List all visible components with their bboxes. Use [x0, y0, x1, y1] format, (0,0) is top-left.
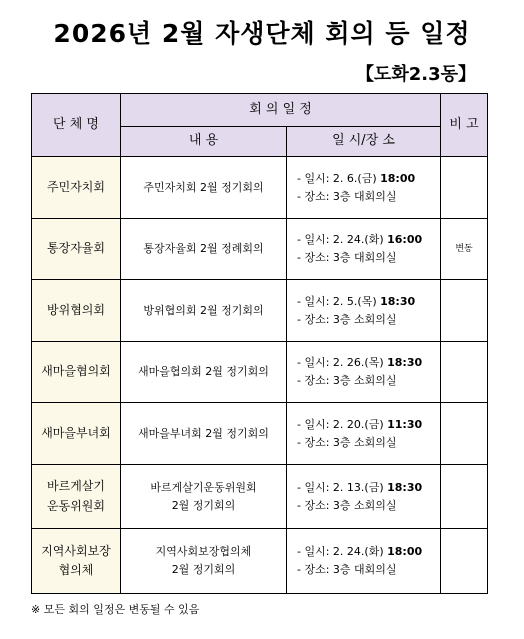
meeting-datetime	[287, 219, 441, 280]
table-row	[32, 465, 488, 529]
meeting-time: 18:30	[387, 356, 423, 370]
group-name: 주민자치회	[32, 157, 121, 219]
meeting-content: 새마을부녀회 2월 정기회의	[121, 403, 287, 465]
meeting-time: 18:30	[387, 480, 423, 494]
meeting-time: 18:00	[387, 545, 423, 559]
meeting-datetime	[287, 529, 441, 594]
meeting-place: - 장소: 3층 대회의실	[297, 189, 397, 203]
group-name-line: 운동위원회	[47, 498, 105, 513]
header-note: 비 고	[441, 94, 488, 157]
footnote: ※ 모든 회의 일정은 변동될 수 있음	[31, 603, 200, 616]
header-group: 단 체 명	[32, 94, 121, 157]
meeting-date: - 일시: 2. 26.(목)	[297, 356, 388, 370]
meeting-date: - 일시: 2. 24.(화)	[297, 233, 388, 247]
group-name-line: 지역사회보장	[41, 543, 111, 558]
meeting-date: - 일시: 2. 5.(목)	[297, 294, 381, 308]
group-name-line: 바르게살기	[47, 479, 105, 494]
group-name: 통장자율회	[32, 219, 121, 280]
table-row	[32, 342, 488, 403]
page-title: 2026년 2월 자생단체 회의 등 일정	[53, 19, 471, 48]
note-cell	[441, 280, 488, 342]
meeting-place: - 장소: 3층 대회의실	[297, 563, 397, 576]
group-name-line: 협의체	[58, 563, 94, 577]
meeting-time: 16:00	[387, 233, 423, 247]
meeting-place: - 장소: 3층 대회의실	[297, 251, 397, 264]
meeting-place: - 장소: 3층 소회의실	[297, 312, 397, 326]
meeting-content	[121, 529, 287, 594]
meeting-datetime	[287, 157, 441, 219]
meeting-datetime	[287, 342, 441, 403]
meeting-date: - 일시: 2. 20.(금)	[297, 417, 388, 431]
group-name	[32, 529, 121, 594]
note-cell: 변동	[441, 219, 488, 280]
note-cell	[441, 529, 488, 594]
meeting-content: 방위협의회 2월 정기회의	[121, 280, 287, 342]
header-row	[32, 94, 488, 127]
group-name: 새마을협의회	[32, 342, 121, 403]
table-row	[32, 219, 488, 280]
meeting-time: 11:30	[387, 417, 423, 431]
note-cell	[441, 342, 488, 403]
table-row	[32, 280, 488, 342]
header-content: 내 용	[121, 127, 287, 157]
note-cell	[441, 157, 488, 219]
meeting-datetime	[287, 280, 441, 342]
meeting-time: 18:30	[380, 294, 416, 308]
meeting-content-line: 2월 정기회의	[171, 498, 236, 512]
note-cell	[441, 403, 488, 465]
meeting-content	[121, 465, 287, 529]
table-row	[32, 403, 488, 465]
schedule-table	[31, 93, 488, 594]
table-row	[32, 529, 488, 594]
table-row	[32, 157, 488, 219]
meeting-content: 주민자치회 2월 정기회의	[121, 157, 287, 219]
meeting-date: - 일시: 2. 13.(금)	[297, 480, 388, 494]
meeting-date: - 일시: 2. 24.(화)	[297, 545, 388, 559]
meeting-content: 통장자율회 2월 정례회의	[121, 219, 287, 280]
group-name: 새마을부녀회	[32, 403, 121, 465]
meeting-place: - 장소: 3층 소회의실	[297, 498, 397, 512]
meeting-time: 18:00	[380, 171, 416, 185]
meeting-datetime	[287, 465, 441, 529]
group-name	[32, 465, 121, 529]
district-label: 【도화2.3동】	[355, 64, 476, 85]
meeting-place: - 장소: 3층 소회의실	[297, 374, 397, 387]
meeting-content-line: 지역사회보장협의체	[155, 545, 252, 559]
group-name: 방위협의회	[32, 280, 121, 342]
meeting-date: - 일시: 2. 6.(금)	[297, 171, 381, 185]
header-datetime: 일 시/장 소	[287, 127, 441, 157]
header-meeting: 회 의 일 정	[121, 94, 441, 127]
meeting-content-line: 2월 정기회의	[171, 563, 236, 576]
meeting-content-line: 바르게살기운동위원회	[150, 480, 257, 494]
meeting-place: - 장소: 3층 소회의실	[297, 435, 397, 449]
meeting-datetime	[287, 403, 441, 465]
note-cell	[441, 465, 488, 529]
meeting-content: 새마을협의회 2월 정기회의	[121, 342, 287, 403]
